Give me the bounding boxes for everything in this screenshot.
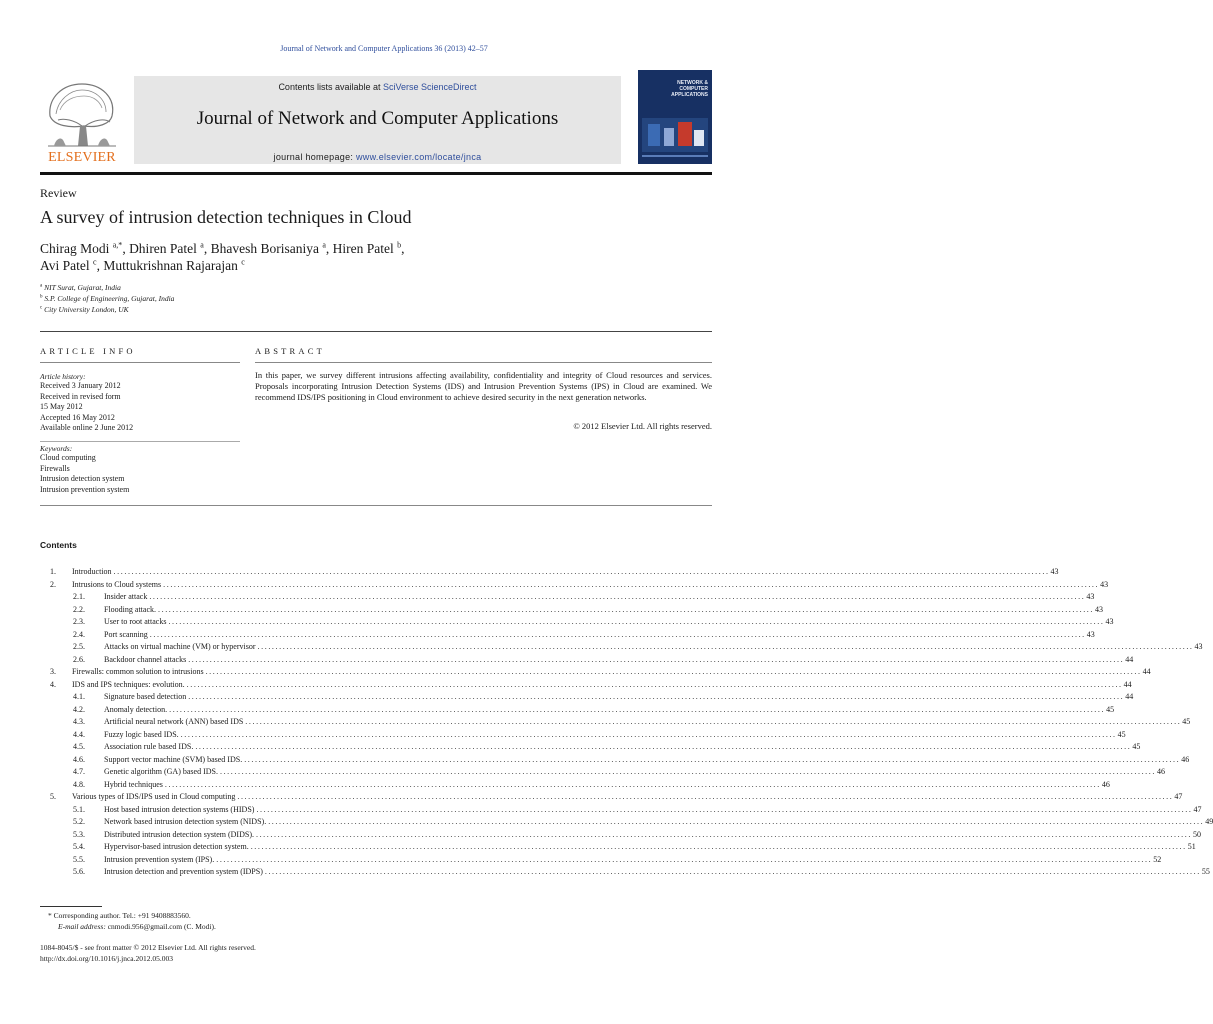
author-affil-mark: a bbox=[200, 240, 204, 250]
toc-entry[interactable] bbox=[40, 754, 1190, 767]
toc-entry-number: 2.6. bbox=[73, 654, 85, 664]
toc-entry-number: 2.5. bbox=[73, 642, 85, 651]
toc-entry-title[interactable]: Port scanning bbox=[104, 629, 150, 642]
toc-entry-title[interactable]: Hypervisor-based intrusion detection system. bbox=[104, 841, 251, 854]
toc-entry-title[interactable]: Attacks on virtual machine (VM) or hypervisor bbox=[104, 641, 258, 654]
toc-leader-dots: .................................................................................................................................................................................................................................................................... bbox=[168, 617, 1105, 626]
toc-entry-title[interactable]: Signature based detection bbox=[104, 691, 188, 704]
toc-entry-page[interactable]: 43 bbox=[1085, 591, 1094, 604]
toc-entry-page[interactable]: 43 bbox=[1099, 579, 1108, 592]
toc-entry-title[interactable]: Intrusions to Cloud systems bbox=[72, 579, 163, 592]
toc-entry-number: 4.3. bbox=[73, 717, 85, 726]
toc-entry-page[interactable]: 50 bbox=[1192, 829, 1201, 842]
toc-entry-number: 5.1. bbox=[73, 804, 85, 814]
keywords-rule bbox=[40, 441, 240, 442]
toc-entry-line bbox=[104, 591, 1095, 604]
toc-entry-line bbox=[104, 779, 1110, 792]
page-footer bbox=[40, 942, 256, 964]
toc-entry-line bbox=[104, 641, 1203, 654]
toc-entry[interactable] bbox=[40, 829, 1201, 842]
toc-entry-number: 5. bbox=[50, 792, 56, 801]
author-affil-mark: c bbox=[93, 257, 97, 267]
toc-entry-number: 4.5. bbox=[73, 742, 85, 751]
toc-entry-page[interactable]: 47 bbox=[1173, 791, 1182, 804]
article-title: A survey of intrusion detection techniques in Cloud bbox=[40, 207, 412, 227]
toc-entry-line bbox=[104, 854, 1162, 867]
toc-entry[interactable] bbox=[40, 666, 1151, 679]
toc-entry-title[interactable]: Hybrid techniques bbox=[104, 779, 165, 792]
affiliation-item bbox=[40, 304, 174, 315]
toc-leader-dots: .................................................................................................................................................................................................................................................................... bbox=[180, 729, 1117, 739]
toc-entry-page[interactable]: 45 bbox=[1181, 716, 1190, 729]
toc-leader-dots: .................................................................................................................................................................................................................................................................... bbox=[256, 804, 1193, 814]
section-divider bbox=[40, 331, 712, 332]
footnote-rule bbox=[40, 906, 102, 907]
toc-entry-page[interactable]: 44 bbox=[1123, 679, 1132, 692]
toc-entry-page[interactable]: 49 bbox=[1204, 816, 1213, 829]
elsevier-wordmark: ELSEVIER bbox=[48, 150, 116, 165]
toc-entry-number: 2.3. bbox=[73, 617, 85, 626]
toc-leader-dots: .................................................................................................................................................................................................................................................................... bbox=[245, 717, 1182, 726]
toc-entry-page[interactable]: 43 bbox=[1050, 566, 1059, 579]
toc-entry-page[interactable]: 45 bbox=[1105, 704, 1114, 717]
toc-leader-dots: .................................................................................................................................................................................................................................................................... bbox=[219, 767, 1156, 776]
toc-entry-number: 2.2. bbox=[73, 604, 85, 614]
contents-prefix: Contents lists available at bbox=[278, 82, 383, 92]
toc-leader-dots: .................................................................................................................................................................................................................................................................... bbox=[113, 567, 1050, 576]
toc-entry-number: 4.7. bbox=[73, 767, 85, 776]
author-affil-mark: a bbox=[322, 240, 326, 250]
affiliation-text: S.P. College of Engineering, Gujarat, India bbox=[42, 294, 175, 303]
keyword-item: Firewalls bbox=[40, 463, 70, 473]
toc-entry[interactable] bbox=[40, 654, 1134, 667]
authors-line-1 bbox=[40, 240, 712, 257]
homepage-link[interactable]: www.elsevier.com/locate/jnca bbox=[356, 152, 482, 162]
author-name[interactable]: , Dhiren Patel bbox=[122, 241, 201, 256]
toc-entry-number: 5.2. bbox=[73, 817, 85, 826]
toc-entry-title[interactable]: Intrusion prevention system (IPS). bbox=[104, 854, 216, 867]
toc-entry-page[interactable]: 46 bbox=[1156, 766, 1165, 779]
toc-entry-line bbox=[104, 866, 1210, 879]
toc-leader-dots: .................................................................................................................................................................................................................................................................... bbox=[169, 704, 1106, 714]
author-separator: , bbox=[401, 241, 405, 256]
toc-entry[interactable] bbox=[40, 704, 1115, 717]
email-line bbox=[40, 921, 216, 932]
toc-entry-line bbox=[104, 766, 1165, 779]
article-history bbox=[40, 372, 240, 434]
toc-entry[interactable] bbox=[40, 679, 1132, 692]
journal-cover-image bbox=[638, 70, 712, 164]
toc-entry[interactable] bbox=[40, 791, 1183, 804]
toc-entry-number: 4.8. bbox=[73, 779, 85, 789]
toc-leader-dots: .................................................................................................................................................................................................................................................................... bbox=[188, 692, 1125, 701]
toc-leader-dots: .................................................................................................................................................................................................................................................................... bbox=[195, 742, 1132, 751]
toc-entry-number: 4.1. bbox=[73, 692, 85, 701]
journal-banner bbox=[134, 76, 621, 164]
toc-leader-dots: .................................................................................................................................................................................................................................................................... bbox=[216, 854, 1153, 864]
author-name[interactable]: , Muttukrishnan Rajarajan bbox=[96, 258, 242, 273]
author-name[interactable]: , Hiren Patel bbox=[325, 241, 398, 256]
toc-leader-dots: .................................................................................................................................................................................................................................................................... bbox=[188, 654, 1125, 664]
toc-leader-dots: .................................................................................................................................................................................................................................................................... bbox=[250, 842, 1187, 851]
toc-entry[interactable] bbox=[40, 629, 1095, 642]
toc-entry-page[interactable]: 43 bbox=[1094, 604, 1103, 617]
toc-entry-line bbox=[104, 716, 1191, 729]
affiliation-mark: a bbox=[40, 283, 43, 289]
toc-entry-page[interactable]: 47 bbox=[1192, 804, 1201, 817]
toc-leader-dots: .................................................................................................................................................................................................................................................................... bbox=[237, 792, 1174, 801]
author-name[interactable]: , Bhavesh Borisaniya bbox=[203, 241, 323, 256]
toc-entry-title[interactable]: Intrusion detection and prevention system (IDPS) bbox=[104, 866, 265, 879]
affiliation-item bbox=[40, 293, 174, 304]
toc-leader-dots: .................................................................................................................................................................................................................................................................... bbox=[255, 829, 1192, 839]
toc-entry[interactable] bbox=[40, 804, 1202, 817]
toc-entry-page[interactable]: 45 bbox=[1117, 729, 1126, 742]
toc-entry-line bbox=[104, 729, 1126, 742]
toc-leader-dots: .................................................................................................................................................................................................................................................................... bbox=[244, 754, 1181, 764]
abstract-copyright: © 2012 Elsevier Ltd. All rights reserved. bbox=[573, 421, 712, 431]
toc-entry[interactable] bbox=[40, 716, 1191, 729]
toc-entry-title[interactable]: Fuzzy logic based IDS. bbox=[104, 729, 181, 742]
corresponding-author: * Corresponding author. Tel.: +91 9408883560. bbox=[48, 911, 191, 920]
keyword-item: Intrusion prevention system bbox=[40, 484, 130, 494]
toc-entry-number: 1. bbox=[50, 567, 56, 576]
journal-title: Journal of Network and Computer Applications bbox=[196, 108, 559, 129]
keyword-item: Intrusion detection system bbox=[40, 474, 125, 483]
toc-entry-page[interactable]: 51 bbox=[1187, 841, 1196, 854]
toc-entry-title[interactable]: Flooding attack. bbox=[104, 604, 158, 617]
toc-entry-line bbox=[72, 666, 1151, 679]
toc-entry-title[interactable]: Genetic algorithm (GA) based IDS. bbox=[104, 766, 220, 779]
toc-leader-dots: .................................................................................................................................................................................................................................................................... bbox=[264, 867, 1201, 876]
toc-entry[interactable] bbox=[40, 641, 1203, 654]
toc-entry-line bbox=[104, 829, 1201, 842]
toc-entry-number: 5.6. bbox=[73, 867, 85, 876]
cover-line-3: APPLICATIONS bbox=[671, 92, 708, 98]
toc-entry-number: 2.1. bbox=[73, 592, 85, 601]
toc-entry-number: 4.2. bbox=[73, 704, 85, 714]
toc-entry-number: 4. bbox=[50, 679, 56, 689]
toc-leader-dots: .................................................................................................................................................................................................................................................................... bbox=[158, 604, 1094, 614]
toc-entry-title[interactable]: Firewalls: common solution to intrusions bbox=[72, 666, 206, 679]
journal-homepage-line bbox=[134, 152, 621, 162]
header-divider bbox=[40, 172, 712, 175]
toc-entry-line bbox=[104, 654, 1134, 667]
author-affil-mark: c bbox=[241, 257, 245, 267]
email-address[interactable]: cnmodi.956@gmail.com (C. Modi). bbox=[105, 922, 216, 931]
affiliations bbox=[40, 282, 174, 315]
toc-entry-line bbox=[104, 604, 1103, 617]
history-item: Accepted 16 May 2012 bbox=[40, 412, 115, 422]
cover-line-2: COMPUTER bbox=[679, 86, 708, 92]
article-type: Review bbox=[40, 186, 77, 200]
history-item: Available online 2 June 2012 bbox=[40, 423, 134, 432]
toc-entry-number: 2.4. bbox=[73, 629, 85, 639]
author-name[interactable]: Avi Patel bbox=[40, 258, 93, 273]
authors-line-2 bbox=[40, 257, 712, 274]
toc-entry-page[interactable]: 46 bbox=[1101, 779, 1110, 792]
toc-entry-title[interactable]: Artificial neural network (ANN) based IDS bbox=[104, 716, 245, 729]
toc-leader-dots: .................................................................................................................................................................................................................................................................... bbox=[149, 629, 1086, 639]
affiliation-item bbox=[40, 282, 174, 293]
toc-entry-number: 5.5. bbox=[73, 854, 85, 864]
toc-entry[interactable] bbox=[40, 579, 1109, 592]
section-end-divider bbox=[40, 505, 712, 506]
article-info-heading: ARTICLE INFO bbox=[40, 346, 136, 356]
toc-entry-page[interactable]: 44 bbox=[1142, 666, 1151, 679]
affiliation-mark: b bbox=[40, 294, 43, 300]
author-affil-mark: a,* bbox=[112, 240, 123, 250]
toc-entry[interactable] bbox=[40, 816, 1213, 829]
toc-entry[interactable] bbox=[40, 854, 1162, 867]
issn-line: 1084-8045/$ - see front matter © 2012 Elsevier Ltd. All rights reserved. bbox=[40, 943, 256, 952]
toc-leader-dots: .................................................................................................................................................................................................................................................................... bbox=[205, 667, 1142, 676]
toc-entry-title[interactable]: Distributed intrusion detection system (DIDS). bbox=[104, 829, 256, 842]
email-label: E-mail address: bbox=[58, 922, 106, 931]
toc-entry[interactable] bbox=[40, 616, 1114, 629]
author-list bbox=[40, 240, 712, 274]
abstract-rule bbox=[255, 362, 712, 363]
toc-entry-number: 5.3. bbox=[73, 829, 85, 839]
toc-entry-line bbox=[104, 741, 1141, 754]
history-item: Received 3 January 2012 bbox=[40, 381, 121, 390]
toc-entry-title[interactable]: Various types of IDS/IPS used in Cloud computing bbox=[72, 791, 237, 804]
abstract-heading: ABSTRACT bbox=[255, 346, 325, 356]
doi-link[interactable]: http://dx.doi.org/10.1016/j.jnca.2012.05.003 bbox=[40, 954, 173, 963]
toc-entry[interactable] bbox=[40, 691, 1134, 704]
toc-entry-title[interactable]: IDS and IPS techniques: evolution. bbox=[72, 679, 187, 692]
toc-entry-page[interactable]: 45 bbox=[1131, 741, 1140, 754]
toc-entry-line bbox=[72, 566, 1059, 579]
keywords-label: Keywords: bbox=[40, 444, 73, 453]
author-name[interactable]: Chirag Modi bbox=[40, 241, 113, 256]
toc-entry-title[interactable]: Host based intrusion detection systems (HIDS) bbox=[104, 804, 256, 817]
toc-entry-page[interactable]: 46 bbox=[1180, 754, 1189, 767]
toc-entry-line bbox=[104, 804, 1202, 817]
toc-entry-page[interactable]: 43 bbox=[1104, 616, 1113, 629]
toc-entry-page[interactable]: 55 bbox=[1201, 866, 1210, 879]
history-item: 15 May 2012 bbox=[40, 402, 83, 411]
history-label: Article history: bbox=[40, 372, 86, 381]
author-affil-mark: b bbox=[397, 240, 402, 250]
elsevier-tree-icon bbox=[40, 76, 124, 150]
affiliation-text: NIT Surat, Gujarat, India bbox=[42, 283, 121, 292]
toc-entry-number: 4.4. bbox=[73, 729, 85, 739]
toc-entry[interactable] bbox=[40, 766, 1165, 779]
toc-leader-dots: .................................................................................................................................................................................................................................................................... bbox=[186, 679, 1123, 689]
toc-entry-page[interactable]: 43 bbox=[1194, 641, 1203, 654]
toc-entry-line bbox=[104, 841, 1196, 854]
toc-entry-line bbox=[104, 629, 1095, 642]
toc-entry[interactable] bbox=[40, 566, 1059, 579]
toc-leader-dots: .................................................................................................................................................................................................................................................................... bbox=[163, 579, 1100, 589]
toc-entry-page[interactable]: 52 bbox=[1152, 854, 1161, 867]
toc-entry-line bbox=[104, 704, 1115, 717]
toc-entry-title[interactable]: Association rule based IDS. bbox=[104, 741, 195, 754]
toc-entry-line bbox=[72, 791, 1183, 804]
sciencedirect-link[interactable]: SciVerse ScienceDirect bbox=[383, 82, 477, 92]
cover-title-text bbox=[671, 80, 708, 98]
toc-entry-line bbox=[72, 679, 1132, 692]
keywords-block bbox=[40, 444, 240, 495]
toc-entry-page[interactable]: 44 bbox=[1124, 691, 1133, 704]
toc-entry-title[interactable]: Introduction bbox=[72, 566, 114, 579]
toc-entry[interactable] bbox=[40, 866, 1210, 879]
toc-entry-line bbox=[104, 616, 1114, 629]
toc-entry-number: 2. bbox=[50, 579, 56, 589]
contents-available-line bbox=[134, 82, 621, 92]
toc-entry-line bbox=[104, 754, 1190, 767]
history-item: Received in revised form bbox=[40, 391, 121, 401]
toc-entry-line bbox=[104, 691, 1134, 704]
toc-entry[interactable] bbox=[40, 841, 1196, 854]
affiliation-mark: c bbox=[40, 305, 43, 311]
affiliation-text: City University London, UK bbox=[42, 305, 129, 314]
toc-entry[interactable] bbox=[40, 729, 1126, 742]
homepage-prefix: journal homepage: bbox=[273, 152, 356, 162]
article-info-rule bbox=[40, 362, 240, 363]
toc-entry-title[interactable]: Backdoor channel attacks bbox=[104, 654, 188, 667]
toc-entry[interactable] bbox=[40, 604, 1103, 617]
toc-leader-dots: .................................................................................................................................................................................................................................................................... bbox=[268, 817, 1205, 826]
toc-entry-number: 4.6. bbox=[73, 754, 85, 764]
toc-entry-line bbox=[72, 579, 1109, 592]
toc-leader-dots: .................................................................................................................................................................................................................................................................... bbox=[257, 642, 1194, 651]
contents-heading: Contents bbox=[40, 540, 77, 550]
footnote bbox=[40, 910, 216, 932]
toc-entry-line bbox=[104, 816, 1213, 829]
toc-entry-title[interactable]: Network based intrusion detection system (NIDS). bbox=[104, 816, 268, 829]
toc-entry-title[interactable]: User to root attacks bbox=[104, 616, 168, 629]
toc-entry[interactable] bbox=[40, 741, 1141, 754]
toc-entry-number: 5.4. bbox=[73, 842, 85, 851]
toc-entry-number: 3. bbox=[50, 667, 56, 676]
toc-leader-dots: .................................................................................................................................................................................................................................................................... bbox=[149, 592, 1086, 601]
elsevier-logo bbox=[40, 76, 124, 164]
toc-entry-page[interactable]: 44 bbox=[1124, 654, 1133, 667]
abstract-body: In this paper, we survey different intrusions affecting availability, confidentiality and integrity of Cloud resources and services. Proposals incorporating Intrusion Detection Systems (IDS) and Intrusion Prevention Systems (IPS) in Cloud are examined. We recommend IDS/IPS positioning in Cloud environment to achieve desired security in the next generation networks. bbox=[255, 370, 712, 402]
table-of-contents bbox=[40, 566, 1213, 879]
toc-entry-page[interactable]: 43 bbox=[1086, 629, 1095, 642]
toc-entry[interactable] bbox=[40, 779, 1110, 792]
journal-citation[interactable]: Journal of Network and Computer Applications 36 (2013) 42–57 bbox=[280, 44, 488, 53]
toc-entry-title[interactable]: Anomaly detection. bbox=[104, 704, 169, 717]
keyword-item: Cloud computing bbox=[40, 453, 96, 462]
toc-entry-title[interactable]: Insider attack bbox=[104, 591, 149, 604]
toc-entry-title[interactable]: Support vector machine (SVM) based IDS. bbox=[104, 754, 244, 767]
toc-leader-dots: .................................................................................................................................................................................................................................................................... bbox=[164, 779, 1101, 789]
cover-line-1: NETWORK & bbox=[677, 80, 708, 86]
toc-entry[interactable] bbox=[40, 591, 1095, 604]
